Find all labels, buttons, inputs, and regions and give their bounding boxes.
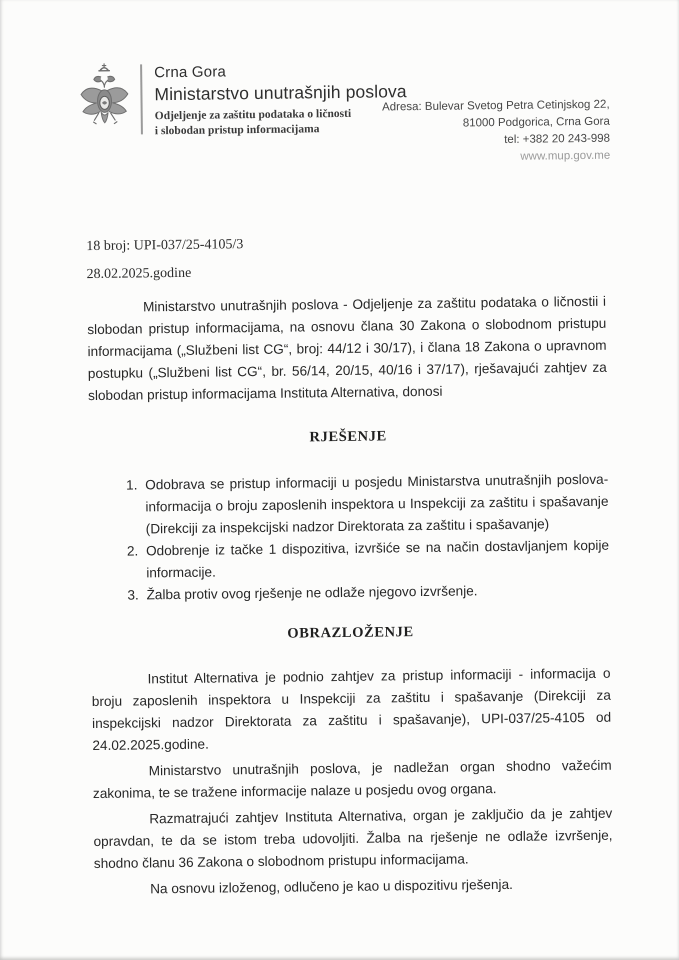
address-line-2: 81000 Podgorica, Crna Gora (462, 115, 610, 130)
decision-list (89, 469, 610, 607)
rationale-paragraph-3: Razmatrajući zahtjev Instituta Alternativa, organ je zaključio da je zahtjev opravdan, te da se istom treba udovoljiti. Žalba na rješenje ne odlaže izvršenje, shodno članu 36 Zakona o slobodnom pristupu informacijama. (93, 805, 613, 872)
rationale-section (91, 663, 613, 901)
rationale-paragraph-4: Na osnovu izloženog, odlučeno je kao u dispozitivu rješenja. (150, 876, 513, 897)
department-line-2: i slobodan pristup informacijama (154, 123, 320, 138)
phone-line: tel: +382 20 243-998 (504, 132, 611, 146)
decision-item-2 (142, 535, 610, 585)
decision-item-3-text: Žalba protiv ovog rješenje ne odlaže njegovo izvršenje. (146, 583, 478, 603)
letterhead (78, 59, 407, 143)
reference-block (86, 231, 244, 289)
montenegro-coat-of-arms-icon (78, 63, 131, 144)
decision-heading: RJEŠENJE (309, 428, 387, 446)
department-name (155, 106, 408, 139)
document-body (87, 291, 613, 905)
letterhead-divider (140, 64, 143, 134)
rationale-paragraph-2: Ministarstvo unutrašnjih poslova, je nadležan organ shodno važećim zakonima, te se tražene informacije nalaze u posjedu ovog organa. (92, 757, 612, 802)
address-line-1: Adresa: Bulevar Svetog Petra Cetinjskog 22, (381, 98, 610, 114)
reference-date: 28.02.2025.godine (86, 265, 192, 283)
decision-item-3 (142, 579, 609, 607)
rationale-paragraph-1: Institut Alternativa je podnio zahtjev za pristup informaciji - informacija o broju zaposlenih inspektora u Inspekciji za zaštitu i spašavanje (Direkciji za inspekcijski nadzor Direktorata za zaštitu i spašavanje), UPI-037/25-4105 od 24.02.2025.godine. (91, 665, 612, 754)
ministry-name: Ministarstvo unutrašnjih poslova (154, 81, 407, 105)
address-block (382, 97, 610, 168)
decision-item-1 (141, 469, 609, 541)
department-line-1: Odjeljenje za zaštitu podataka o ličnosti (154, 107, 352, 123)
country-name: Crna Gora (154, 63, 227, 82)
reference-number: 18 broj: UPI-037/25-4105/3 (86, 237, 244, 255)
org-block (154, 59, 407, 139)
intro-paragraph: Ministarstvo unutrašnjih poslova - Odjeljenje za zaštitu podataka o ličnostii i slobodan pristup informacijama, na osnovu člana 30 Zakona o slobodnom pristupu informacijama („Službeni list CG“, broj: 44/12 i 30/17), i člana 18 Zakona o upravnom postupku („Službeni list CG“, br. 56/14, 20/15, 40/16 i 37/17), rješavajući zahtjev za slobodan pristup informacijama Instituta Alternativa, donosi (87, 293, 607, 404)
rationale-heading: OBRAZLOŽENJE (287, 624, 414, 642)
website-text: www.mup.gov.me (520, 149, 611, 163)
decision-item-2-text: Odobrenje iz tačke 1 dispozitiva, izvršiće se na način dostavljanjem kopije informacije. (145, 537, 610, 581)
decision-item-1-text: Odobrava se pristup informaciji u posjedu Ministarstva unutrašnjih poslova- informacija o broju zaposlenih inspektora u Inspekciji za zaštitu i spašavanje (Direkciji za inspekcijski nadzor Direktorata za zaštitu i spašavanje) (145, 471, 609, 537)
